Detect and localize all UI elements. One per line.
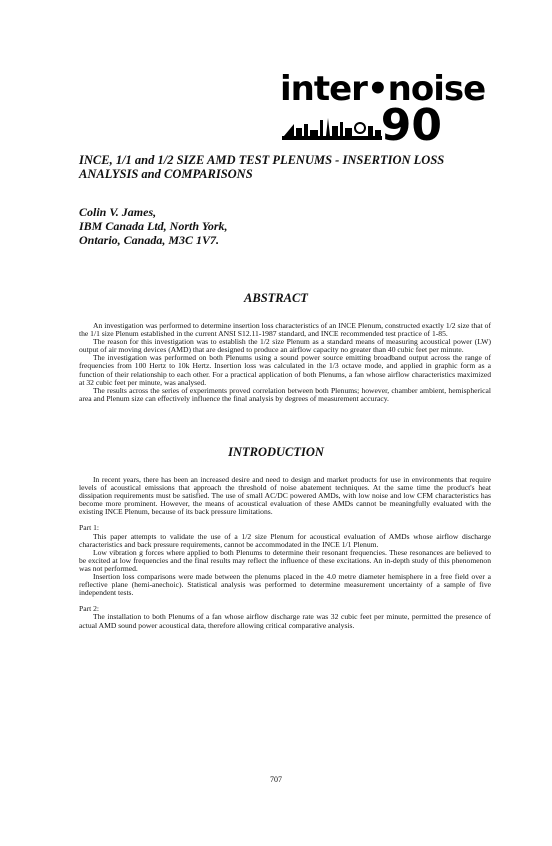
conference-logo — [280, 69, 486, 151]
abstract-heading: ABSTRACT — [244, 291, 308, 305]
author-address: Ontario, Canada, M3C 1V7. — [79, 233, 220, 247]
author-name: Colin V. James, — [79, 205, 157, 219]
part2-paragraph: The installation to both Plenums of a fan whose airflow discharge rate was 32 cubic feet per minute, permitted the presence of actual AMD sound power acoustical data, therefore allowing critical comparative analysis. — [79, 612, 491, 630]
page-number: 707 — [270, 775, 282, 784]
city-skyline-icon — [282, 112, 382, 142]
part2-label: Part 2: — [79, 604, 100, 614]
abstract-paragraph: The results across the series of experiments proved correlation between both Plenums; however, chamber ambient, hemispherical area and Plenum size can effectively influence the final analysis by degrees of measurement accuracy. — [79, 385, 491, 403]
part1-paragraph: This paper attempts to validate the use of a 1/2 size Plenum for acoustical evaluation of AMDs whose airflow discharge characteristics and back pressure requirements, cannot be accommodated in the INCE 1/1 Plenum. — [79, 531, 491, 549]
introduction-paragraph: In recent years, there has been an increased desire and need to design and market products for use in environments that require levels of acoustical emissions that approach the threshold of noise abatement techniques. At the same time the product's heat dissipation requirements must be satisfied. The use of small AC/DC powered AMDs, with low noise and low CFM characteristics has become more prominent. However, the means of acoustical evaluation of these AMDs cannot be meaningfully evaluated with the existing INCE Plenum, because of its back pressure limitations. — [79, 475, 491, 517]
author-organization: IBM Canada Ltd, North York, — [79, 219, 228, 233]
logo-year: 90 — [380, 100, 442, 151]
abstract-paragraph: The investigation was performed on both Plenums using a sound power source emitting broadband output across the range of frequencies from 100 Hertz to 10k Hertz. Insertion loss was calculated in the 1/3 octave mode, and applied in graphic form as a function of their relationship to each other. For a practical application of both Plenums, a fan whose airflow characteristics maximized at 32 cubic feet per minute, was analysed. — [79, 353, 491, 387]
introduction-heading: INTRODUCTION — [228, 445, 324, 459]
part1-paragraph: Low vibration g forces where applied to both Plenums to determine their resonant frequencies. These resonances are believed to be excited at low frequencies and the final results may reflect the influence of these excitations. An in-depth study of this phenomenon was not performed. — [79, 547, 491, 573]
abstract-paragraph: An investigation was performed to determine insertion loss characteristics of an INCE Plenum, constructed exactly 1/2 size that of the 1/1 size Plenum established in the current ANSI S12.11-1987 standard, and INCE recommended test practice of 1-85. — [79, 321, 491, 339]
part1-paragraph: Insertion loss comparisons were made between the plenums placed in the 4.0 metre diameter hemisphere in a free field over a reflective plane (hemi-anechoic). Statistical analysis was performed to determine measurement uncertainty of a sample of five independent tests. — [79, 572, 491, 598]
abstract-paragraph: The reason for this investigation was to establish the 1/2 size Plenum as a standard means of measuring acoustical power (LW) output of air moving devices (AMD) that are designed to produce an airflow capacity no greater than 40 cubic feet per minute. — [79, 337, 491, 355]
author-block — [79, 205, 227, 247]
logo-wordmark: inter•noise — [280, 69, 486, 109]
part1-label: Part 1: — [79, 523, 100, 533]
introduction-body — [79, 476, 491, 630]
paper-title: INCE, 1/1 and 1/2 SIZE AMD TEST PLENUMS - INSERTION LOSS ANALYSIS and COMPARISONS — [79, 153, 445, 181]
abstract-body — [79, 322, 491, 403]
